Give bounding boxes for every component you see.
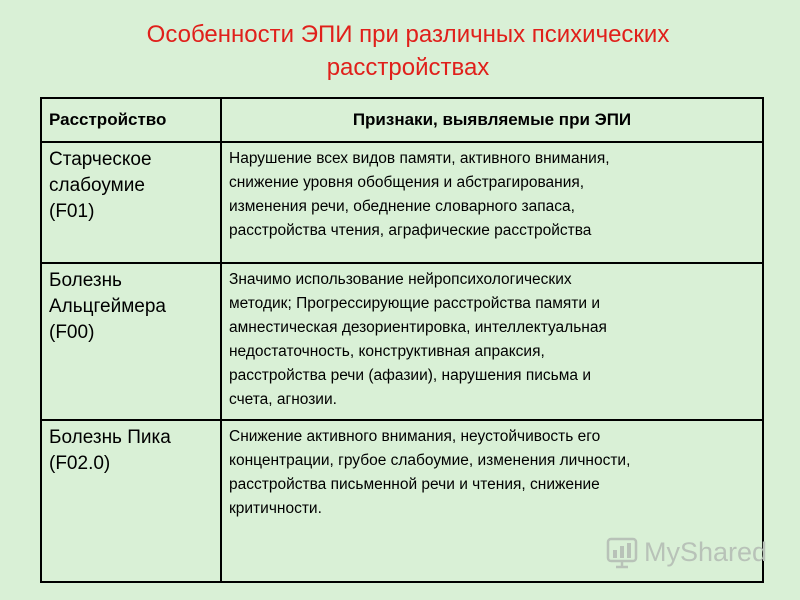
signs-line: концентрации, грубое слабоумие, изменения личности, xyxy=(229,452,631,469)
signs-cell xyxy=(221,142,763,263)
header-signs: Признаки, выявляемые при ЭПИ xyxy=(221,98,763,142)
signs-line: расстройства письменной речи и чтения, снижение xyxy=(229,476,600,493)
signs-line: Снижение активного внимания, неустойчивость его xyxy=(229,428,601,445)
signs-line: Нарушение всех видов памяти, активного внимания, xyxy=(229,150,610,167)
table-row xyxy=(41,142,763,263)
header-disorder: Расстройство xyxy=(41,98,221,142)
signs-line: изменения речи, обеднение словарного запаса, xyxy=(229,198,575,215)
table-row xyxy=(41,263,763,420)
slide-title xyxy=(0,18,800,84)
disorder-line: Альцгеймера xyxy=(49,296,166,317)
signs-line: недостаточность, конструктивная апраксия, xyxy=(229,343,545,360)
signs-line: методик; Прогрессирующие расстройства памяти и xyxy=(229,295,601,312)
disorder-line: (F00) xyxy=(49,322,95,343)
signs-line: снижение уровня обобщения и абстрагирования, xyxy=(229,174,585,191)
title-line-2: расстройствах xyxy=(326,54,490,81)
signs-line: критичности. xyxy=(229,500,322,517)
signs-line: расстройства речи (афазии), нарушения письма и xyxy=(229,367,591,384)
signs-line: Значимо использование нейропсихологических xyxy=(229,271,572,288)
disorder-line: (F02.0) xyxy=(49,453,111,474)
signs-line: расстройства чтения, аграфические расстройства xyxy=(229,222,592,239)
disorder-cell xyxy=(41,420,221,582)
disorders-table xyxy=(40,97,764,583)
signs-line: амнестическая дезориентировка, интеллектуальная xyxy=(229,319,607,336)
disorder-line: Болезнь Пика xyxy=(49,427,171,448)
disorder-line: слабоумие xyxy=(49,175,145,196)
signs-cell xyxy=(221,263,763,420)
watermark xyxy=(606,535,767,569)
disorder-cell xyxy=(41,263,221,420)
watermark-text: MyShared xyxy=(644,536,768,567)
title-line-1: Особенности ЭПИ при различных психических xyxy=(146,21,670,48)
signs-line: счета, агнозии. xyxy=(229,391,337,408)
table-header-row xyxy=(41,98,763,142)
disorder-line: (F01) xyxy=(49,201,95,222)
disorder-line: Старческое xyxy=(49,149,152,170)
disorder-cell xyxy=(41,142,221,263)
bar-chart-icon xyxy=(606,535,640,569)
disorder-line: Болезнь xyxy=(49,270,122,291)
